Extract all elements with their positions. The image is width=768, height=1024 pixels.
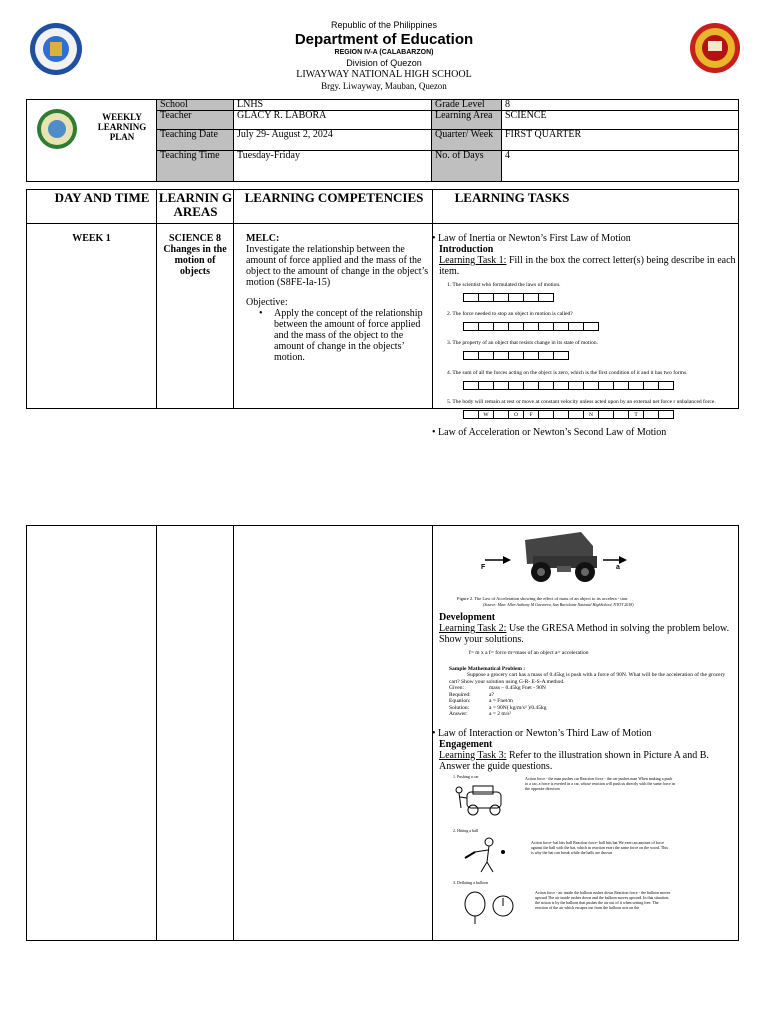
week-label: WEEK 1 xyxy=(72,233,111,244)
school-seal xyxy=(690,23,740,73)
teacher-label: Teacher xyxy=(157,111,234,130)
equation-value: a = Fnet/m xyxy=(489,698,513,704)
third-law-illustrations xyxy=(447,772,738,950)
ill1-title: 1. Pushing a car xyxy=(453,773,479,779)
grade-value: 8 xyxy=(502,100,739,111)
area-value: SCIENCE xyxy=(502,111,739,130)
region-text: REGION IV-A (CALABARZON) xyxy=(334,49,434,56)
quarter-label: Quarter/ Week xyxy=(432,130,502,151)
q5-letter-box: W xyxy=(478,410,494,419)
school-logo xyxy=(37,109,77,149)
q5-letter-box xyxy=(658,410,674,419)
sample-problem xyxy=(449,666,729,718)
q5-letter-box xyxy=(598,410,614,419)
department-title: Department of Education xyxy=(294,31,474,48)
pushing-car-illustration xyxy=(453,784,513,820)
q5-letter-box xyxy=(493,410,509,419)
school-label: School xyxy=(157,100,234,111)
lt3-instruction xyxy=(439,750,738,772)
competency-cell xyxy=(246,233,430,363)
q5-boxes xyxy=(463,406,738,424)
q5-letter-box xyxy=(463,410,479,419)
lt1-label: Learning Task 1: xyxy=(439,255,507,266)
hitting-ball-illustration xyxy=(463,836,513,874)
quarter-value: FIRST QUARTER xyxy=(502,130,739,151)
q5-text: 5. The body will remain at rest or move at constant velocity unless acted upon by an external net force r unbalanced force. xyxy=(447,399,716,405)
objective-label: Objective: xyxy=(246,297,288,308)
acceleration-figure xyxy=(433,526,738,596)
plan-title-cell xyxy=(27,100,157,182)
solution-label: Solution: xyxy=(449,704,470,711)
col-competencies: LEARNING COMPETENCIES xyxy=(244,190,424,205)
q4-text: 4. The sum of all the forces acting on the object is zero, which is the first condition of it and it has two forms. xyxy=(447,369,688,376)
ill2-title: 2. Hitting a ball xyxy=(453,827,479,833)
teacher-value: GLACY R. LABORA xyxy=(234,111,432,130)
tasks-cell-2 xyxy=(433,526,738,950)
area-subject: SCIENCE 8 xyxy=(169,233,221,244)
q5-letter-box: N xyxy=(583,410,599,419)
grade-label: Grade Level xyxy=(432,100,502,111)
ill2-text: Action force- bat hits ball Reaction force- ball hits bat We exert an amount of force against the ball with the bat, which in reaction exert the same force on the wood. This is why the bat can break while the balls are thrown xyxy=(531,839,668,855)
answer-value: a = 2 m/s² xyxy=(489,711,512,717)
required-label: Required: xyxy=(449,691,471,698)
ill3-title: 3. Deflating a balloon xyxy=(453,879,488,885)
law3-text: Law of Interaction or Newton’s Third Law of Motion xyxy=(438,727,652,739)
solution-value: a = 90N( kg/m/s² )/0.45kg xyxy=(489,704,547,711)
info-table xyxy=(26,99,739,182)
time-label: Teaching Time xyxy=(157,151,234,182)
law1-text: Law of Inertia or Newton’s First Law of Motion xyxy=(438,233,631,244)
intro-heading: Introduction xyxy=(439,244,494,255)
law1-item: • Law of Inertia or Newton’s First Law of Motion xyxy=(432,233,631,244)
equation-label: Equation: xyxy=(449,698,471,704)
q4-boxes xyxy=(463,376,738,394)
objective-item: • Apply the concept of the relationship between the amount of force applied and the mass of the object to the amount of change in the objects’ motion. xyxy=(259,308,423,363)
lt1-instruction xyxy=(439,255,738,277)
q2-text: 2. The force needed to stop an object in motion is called? xyxy=(447,310,573,317)
q5-letter-box xyxy=(643,410,659,419)
q1-text: 1. The scientist who formulated the laws of motion. xyxy=(447,282,561,288)
engagement-heading: Engagement xyxy=(439,738,493,750)
plan-title-2: LEARNING xyxy=(97,122,147,132)
tasks-cell xyxy=(433,233,738,438)
q5-letter-box: T xyxy=(628,410,644,419)
q3-boxes xyxy=(463,347,738,365)
q5-letter-box xyxy=(568,410,584,419)
deped-seal xyxy=(30,23,82,75)
time-value: Tuesday-Friday xyxy=(234,151,432,182)
plan-title-1: WEEKLY xyxy=(102,112,142,122)
q1-boxes xyxy=(463,289,738,307)
melc-label: MELC: xyxy=(246,233,280,244)
q5-letter-box xyxy=(553,410,569,419)
required-value: a? xyxy=(489,691,494,698)
week1-row xyxy=(26,224,739,438)
school-value: LNHS xyxy=(234,100,432,111)
fig-label-a: a xyxy=(616,564,620,571)
dump-truck-illustration xyxy=(433,526,733,596)
given-value: mass – 0.45kg Fnet - 90N xyxy=(489,685,546,691)
fig-caption: Figure 2. The Law of Acceleration showing the effect of mass of an object to its accelera - tion xyxy=(457,596,628,601)
gresa-solution xyxy=(449,685,729,718)
sample-title: Sample Mathematical Problem : xyxy=(449,665,526,672)
q5-letter-box xyxy=(613,410,629,419)
formula-text: f= m x a f= force m=mass of an object a= acceleration xyxy=(469,650,589,656)
q5-letter-box xyxy=(538,410,554,419)
days-value: 4 xyxy=(502,151,739,182)
q3-text: 3. The property of an object that resists change in its state of motion. xyxy=(447,340,598,346)
fig-source: (Source: Marc Allen Anthony M Guevarra, San Bartolome National HighSchool, NTOT 2018) xyxy=(483,602,634,607)
sample-text: Suppose a grocery cart has a mass of 0.45kg is push with a force of 90N. What will be the acceleration of the grocery cart? Show your solution using G-R- E-S-A method. xyxy=(449,672,726,685)
given-label: Given: xyxy=(449,685,464,691)
area-topic: Changes in the motion of objects xyxy=(163,244,227,277)
days-label: No. of Days xyxy=(432,151,502,182)
lt1-text: Fill in the box the correct letter(s) being describe in each item. xyxy=(439,255,736,277)
lt2-text: Use the GRESA Method in solving the problem below. Show your solutions. xyxy=(439,623,730,645)
school-name: LIWAYWAY NATIONAL HIGH SCHOOL xyxy=(296,69,472,80)
q5-letter-box: F xyxy=(523,410,539,419)
republic-text: Republic of the Philippines xyxy=(330,20,438,30)
division-text: Division of Quezon xyxy=(346,58,422,68)
q2-boxes xyxy=(463,317,738,335)
plan-title-3: PLAN xyxy=(109,132,135,142)
col-learning-areas: LEARNIN G AREAS xyxy=(158,190,233,219)
fig-label-f: F xyxy=(481,564,486,571)
continuation-row xyxy=(26,525,739,941)
law2-text: Law of Acceleration or Newton’s Second Law of Motion xyxy=(438,426,667,438)
law2-item: • Law of Acceleration or Newton’s Second Law of Motion xyxy=(432,426,667,438)
balloon-illustration xyxy=(461,890,521,926)
ill1-text: Action force - the man pushes car Reaction force - the car pushes man When making a push to a car, a force is exerted in a car, whose reaction will push us directly with the same force in the opposite direction xyxy=(525,775,675,791)
learning-area xyxy=(160,233,230,277)
objective-text: Apply the concept of the relationship between the amount of force applied and the mass of the object to the amount of change in the objects’ motion. xyxy=(274,308,423,363)
melc-text: Investigate the relationship between the amount of force applied and the mass of the object to the amount of change in the object’s motion (S8FE-Ia-15) xyxy=(246,244,429,288)
date-label: Teaching Date xyxy=(157,130,234,151)
date-value: July 29- August 2, 2024 xyxy=(234,130,432,151)
lt2-instruction xyxy=(439,623,738,645)
q5-letter-box: O xyxy=(508,410,524,419)
ill3-text: Action force - air inside the balloon rushes down Reaction force - the balloon moves upward The air inside rushes down and the balloon moves upward. In this situation, the action is by the balloon that pushes the air out of it when setting free. The reaction of the air which escapes out from the balloon acts on the xyxy=(535,889,671,910)
lt2-label: Learning Task 2: xyxy=(439,623,507,634)
answer-label: Answer: xyxy=(449,711,468,717)
col-day-time: DAY AND TIME xyxy=(54,190,150,205)
column-header-row xyxy=(26,189,739,224)
col-learning-tasks: LEARNING TASKS xyxy=(454,190,570,205)
development-heading: Development xyxy=(439,612,496,623)
lt3-label: Learning Task 3: xyxy=(439,749,507,761)
area-label: Learning Area xyxy=(432,111,502,130)
lt1-items xyxy=(447,282,738,424)
school-address: Brgy. Liwayway, Mauban, Quezon xyxy=(321,81,447,91)
lt3-text: Refer to the illustration shown in Picture A and B. Answer the guide questions. xyxy=(439,749,709,772)
law3-item: • Law of Interaction or Newton’s Third Law of Motion xyxy=(432,727,652,739)
